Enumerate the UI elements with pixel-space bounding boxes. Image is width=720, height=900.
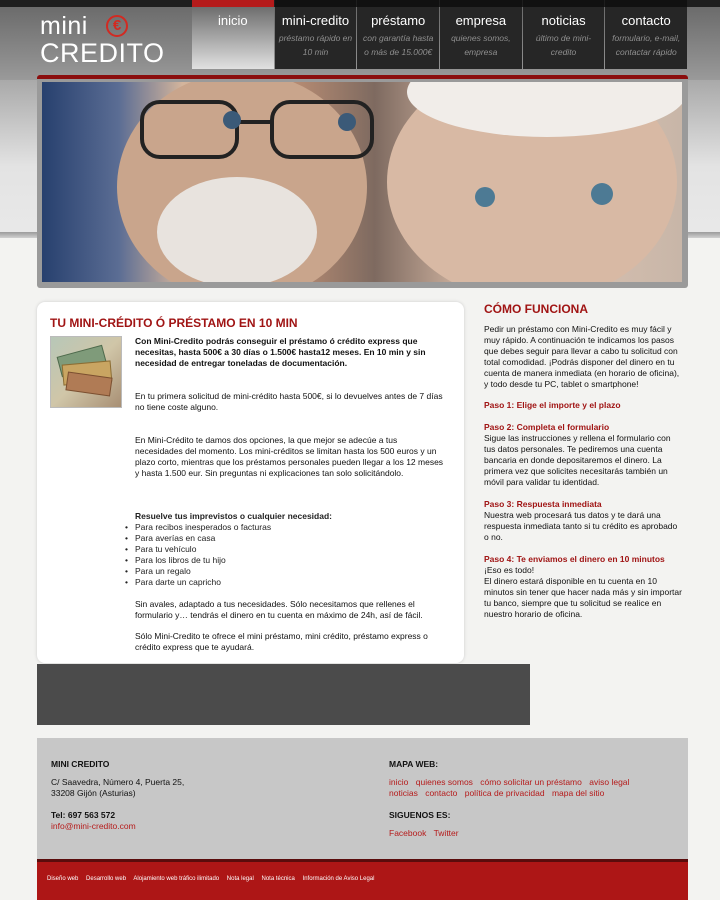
nav-subtitle: con garantía hasta o más de 15.000€: [362, 33, 434, 57]
nav-subtitle: último de mini-credito: [535, 33, 592, 57]
sitemap-link[interactable]: aviso legal: [589, 777, 630, 787]
nav-label: noticias: [541, 13, 586, 28]
main-content-card: [37, 302, 464, 663]
follow-title: SIGUENOS ES:: [389, 810, 451, 820]
money-image: [50, 336, 122, 408]
sitemap-link[interactable]: quienes somos: [415, 777, 473, 787]
bottom-link[interactable]: Diseño web: [47, 876, 79, 882]
nav-item-mini-credito[interactable]: [275, 0, 357, 69]
footer-company: MINI CREDITO: [51, 759, 110, 769]
facebook-link[interactable]: Facebook: [389, 828, 427, 838]
nav-item-contacto[interactable]: [605, 0, 687, 69]
sitemap-links-row-2: [389, 788, 609, 799]
hero-banner: [37, 75, 688, 288]
nav-subtitle: préstamo rápido en 10 min: [278, 33, 353, 57]
list-item: • Para averías en casa: [135, 533, 271, 544]
step-4-text-2: El dinero estará disponible en tu cuenta en 10 minutos sin tener que hacer nada más y sin importar tu banco, siempre que tu solicitud se realice en nuestro horario de oficina.: [484, 576, 682, 619]
logo-text-credito: CREDITO: [40, 38, 165, 68]
nav-item-empresa[interactable]: [440, 0, 522, 69]
sitemap-link[interactable]: noticias: [389, 788, 418, 798]
twitter-link[interactable]: Twitter: [433, 828, 459, 838]
sitemap-link[interactable]: política de privacidad: [464, 788, 545, 798]
hero-photo-illustration: [42, 82, 682, 282]
step-2-title: Paso 2: Completa el formulario: [484, 422, 610, 432]
step-2-text: Sigue las instrucciones y rellena el formulario con tus datos personales. Te pediremos una cuenta bancaria en donde depositaremos el dinero. La primera vez que solicites necesitarás también un móvil para validar tu identidad.: [484, 433, 671, 487]
closing-paragraph: Sólo Mini-Credito te ofrece el mini préstamo, mini crédito, préstamo express o crédito express que te ayudará.: [135, 631, 428, 652]
step-3-title: Paso 3: Respuesta inmediata: [484, 499, 602, 509]
bottom-link[interactable]: Desarrollo web: [86, 876, 127, 882]
footer-address-line-2: 33208 Gijón (Asturias): [51, 788, 136, 798]
sitemap-links-row-1: [389, 777, 634, 788]
step-4-text-1: ¡Eso es todo!: [484, 565, 535, 575]
bottom-link[interactable]: Información de Aviso Legal: [302, 876, 375, 882]
bottom-bar: [37, 859, 688, 900]
bottom-link[interactable]: Nota técnica: [261, 876, 295, 882]
euro-icon: €: [106, 15, 128, 37]
needs-title: Resuelve tus imprevistos o cualquier necesidad:: [135, 511, 332, 521]
site-logo[interactable]: [40, 12, 170, 68]
social-links: [389, 828, 464, 839]
list-item: • Para darte un capricho: [135, 577, 271, 588]
nav-subtitle: formulario, e-mail, contactar rápido: [612, 33, 681, 57]
nav-label: préstamo: [371, 13, 426, 28]
nav-item-prestamo[interactable]: [357, 0, 439, 69]
hero-image: [42, 82, 682, 282]
footer-address-line-1: C/ Saavedra, Número 4, Puerta 25,: [51, 777, 185, 787]
sidebar-intro: Pedir un préstamo con Mini-Credito es muy fácil y muy rápido. A continuación te indicamos los pasos que debes seguir para llevar a cabo tu solicitud con total comodidad. ¡Podrás disponer del dinero en tu cuenta de manera inmediata (en horario de oficina), y todo desde tu PC, tablet o smartphone!: [484, 324, 680, 389]
footer: [37, 738, 688, 859]
main-nav: [192, 0, 688, 69]
sitemap-link[interactable]: mapa del sitio: [551, 788, 605, 798]
nav-item-inicio[interactable]: [192, 0, 274, 69]
sitemap-title: MAPA WEB:: [389, 759, 439, 769]
nav-label: empresa: [455, 13, 507, 28]
sitemap-link[interactable]: contacto: [425, 788, 458, 798]
list-item: • Para un regalo: [135, 566, 271, 577]
no-guarantee-paragraph: Sin avales, adaptado a tus necesidades. Sólo necesitamos que rellenes el formulario y… tendrás el dinero en tu cuenta en máximo de 24h, así de fácil.: [135, 599, 423, 620]
nav-subtitle: quienes somos, empresa: [451, 33, 511, 57]
step-1-title: Paso 1: Elige el importe y el plazo: [484, 400, 621, 410]
bottom-link[interactable]: Alojamiento web tráfico ilimitado: [133, 876, 220, 882]
step-4-title: Paso 4: Te enviamos el dinero en 10 minutos: [484, 554, 665, 564]
options-paragraph: En Mini-Crédito te damos dos opciones, la que mejor se adecúe a tus necesidades del momento. Los mini-créditos se limitan hasta los 500 euros y un plazo corto, mientras que los préstamos personales pueden llegar a los 12 meses y hasta 1.500 eur. Sin preguntas ni explicaciones tan solo solicitándolo.: [135, 435, 444, 478]
nav-item-noticias[interactable]: [523, 0, 605, 69]
first-request-paragraph: En tu primera solicitud de mini-crédito hasta 500€, si lo devuelves antes de 7 días no tiene coste alguno.: [135, 391, 443, 412]
how-it-works-sidebar: [484, 302, 684, 620]
nav-label: inicio: [218, 13, 248, 28]
nav-label: mini-credito: [281, 13, 350, 28]
footer-email-link[interactable]: info@mini-credito.com: [51, 821, 136, 831]
list-item: • Para recibos inesperados o facturas: [135, 522, 271, 533]
sidebar-title: CÓMO FUNCIONA: [484, 302, 588, 316]
footer-phone: Tel: 697 563 572: [51, 810, 116, 820]
nav-label: contacto: [621, 13, 671, 28]
money-icon: [51, 337, 121, 407]
step-3-text: Nuestra web procesará tus datos y te dará una respuesta inmediata tanto si tu crédito es aprobado o no.: [484, 510, 678, 542]
bottom-links: [47, 876, 380, 882]
page-title: TU MINI-CRÉDITO Ó PRÉSTAMO EN 10 MIN: [50, 316, 298, 330]
dark-band: [37, 664, 530, 725]
intro-paragraph: Con Mini-Credito podrás conseguir el préstamo ó crédito express que necesitas, hasta 500€ a 30 días o 1.500€ hasta12 meses. En 10 min y sin necesidad de entregar toneladas de documentación.: [135, 336, 426, 368]
needs-list: [135, 522, 271, 588]
logo-text-mini: mini: [40, 12, 88, 40]
list-item: • Para los libros de tu hijo: [135, 555, 271, 566]
sitemap-link[interactable]: cómo solicitar un préstamo: [480, 777, 582, 787]
list-item: • Para tu vehículo: [135, 544, 271, 555]
bottom-link[interactable]: Nota legal: [226, 876, 254, 882]
sitemap-link[interactable]: inicio: [389, 777, 409, 787]
